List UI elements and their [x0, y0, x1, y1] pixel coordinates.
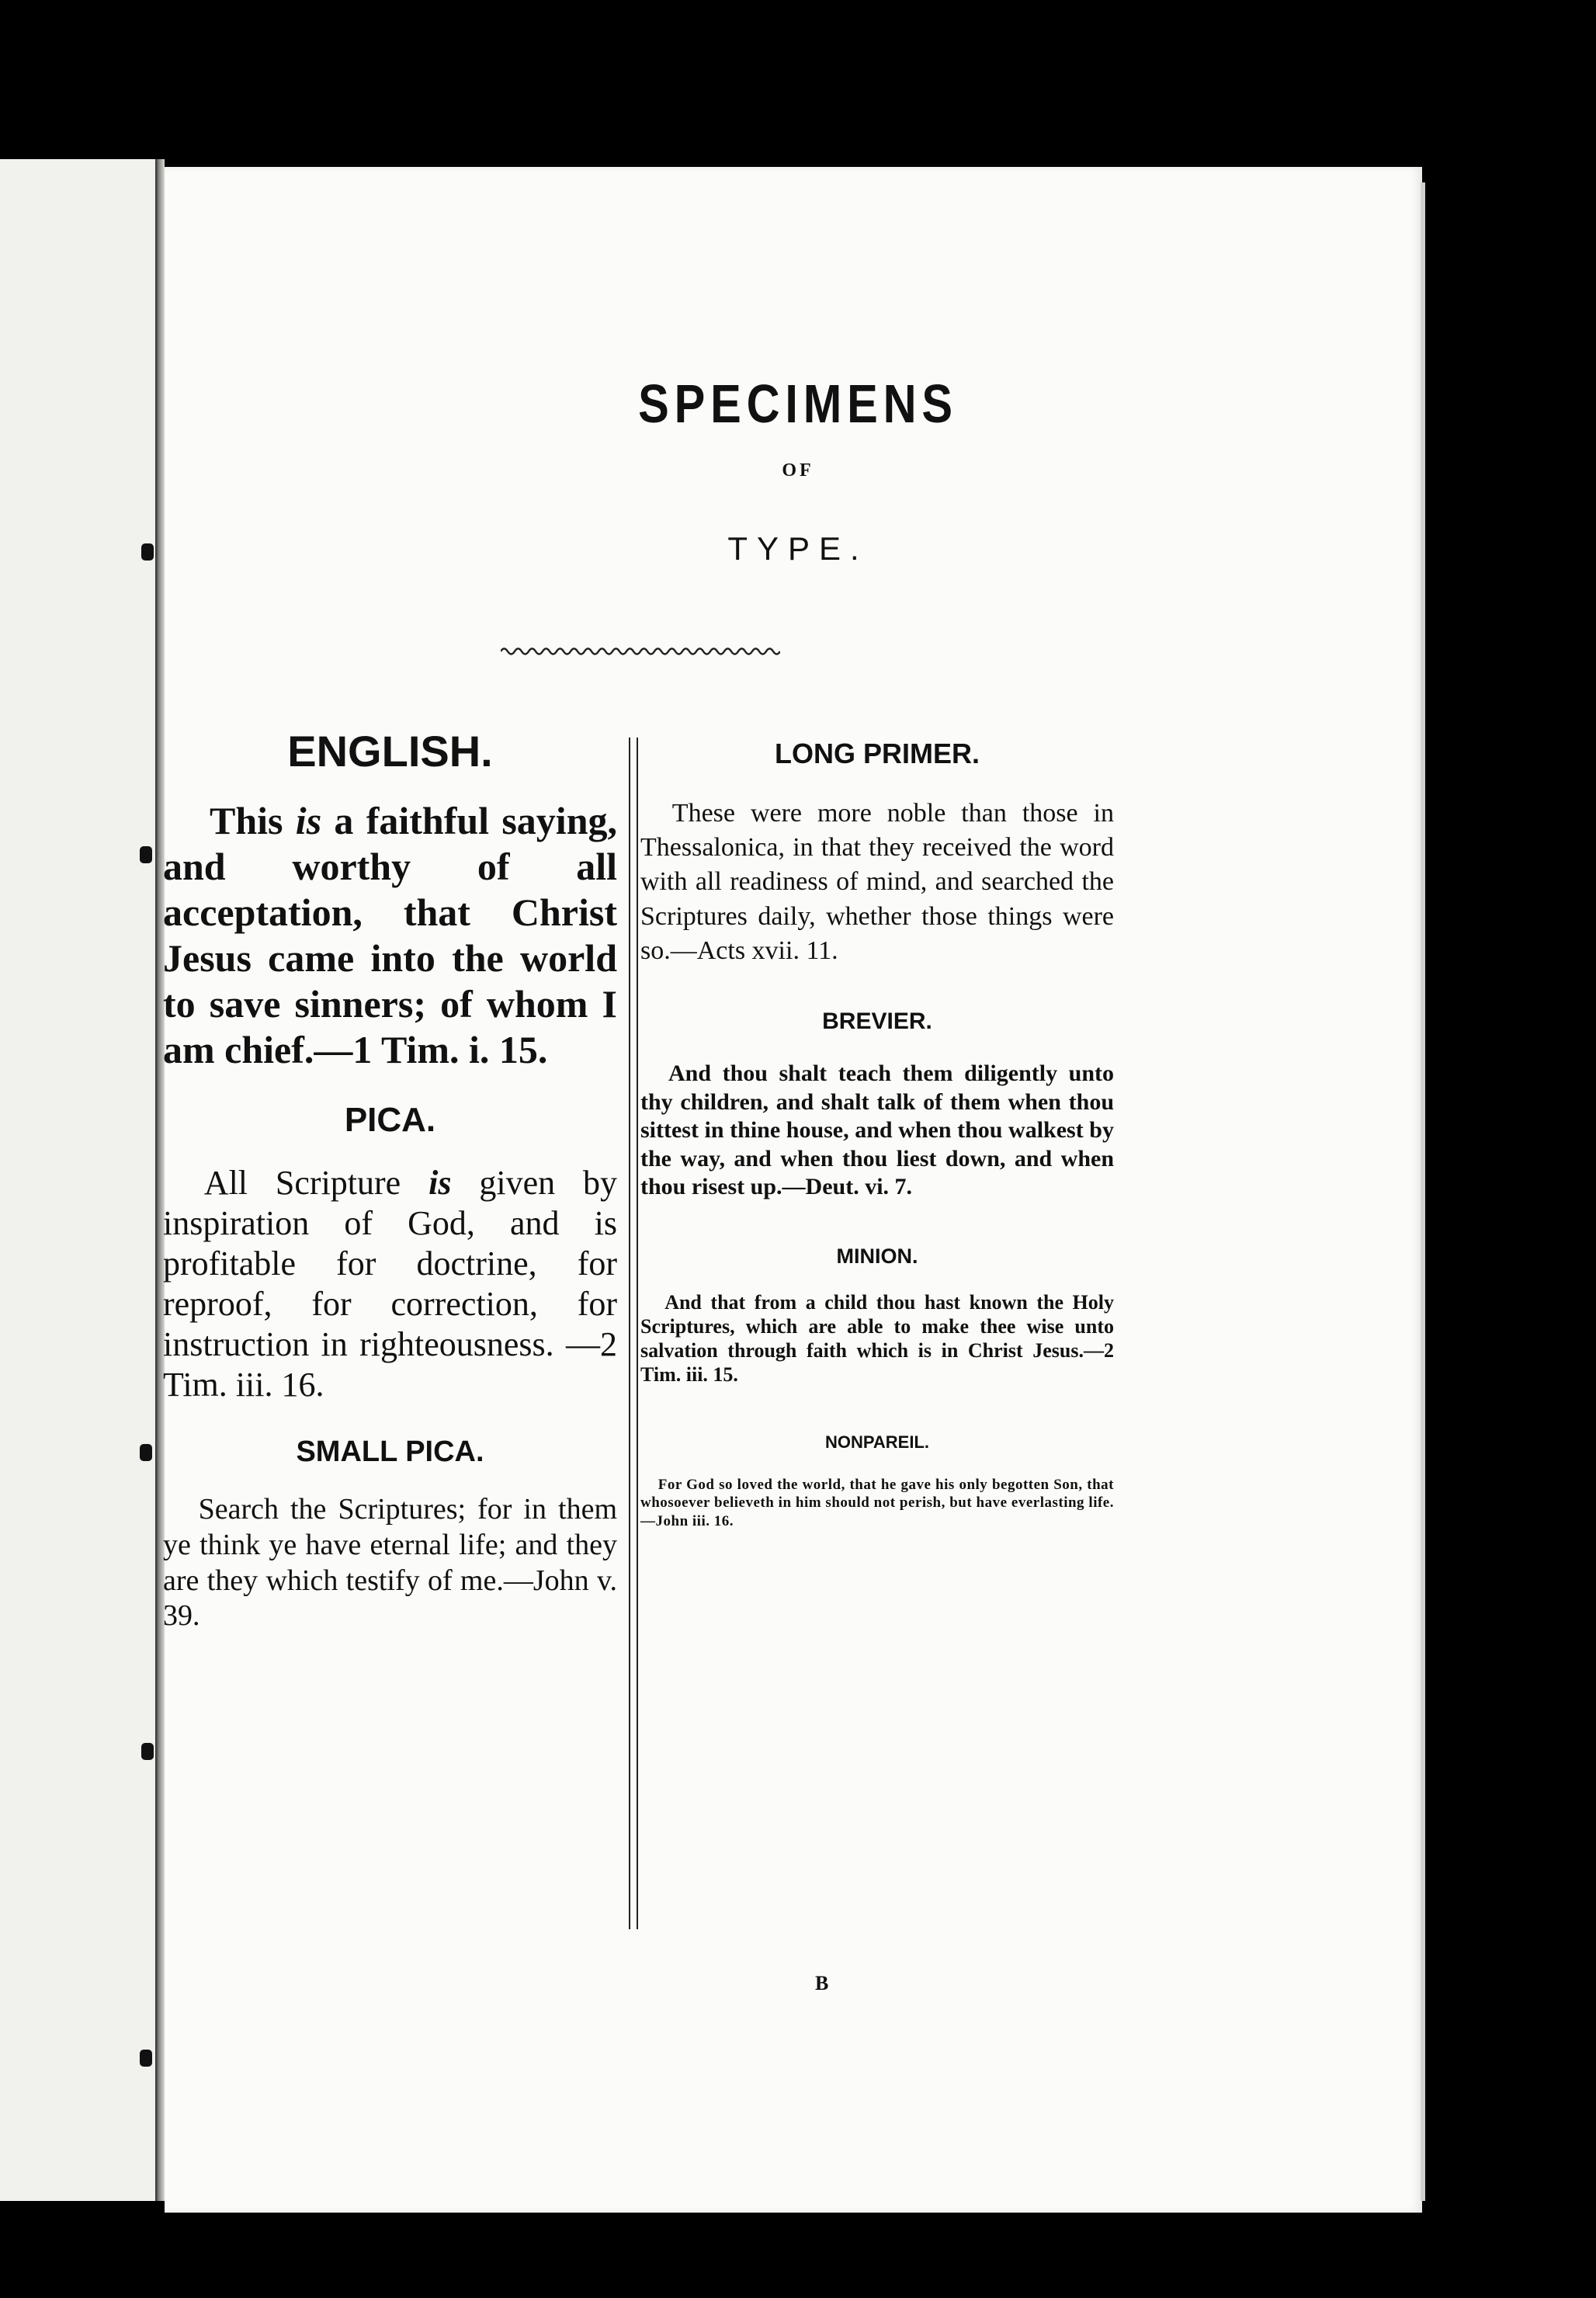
heading-minion: MINION.: [836, 1244, 918, 1268]
heading-english: ENGLISH.: [287, 727, 493, 776]
right-column: [640, 738, 1114, 1531]
specimen-minion-text: And that from a child thou hast known the Holy Scriptures, which are able to make thee wise unto salvation through faith which is in Christ Jesus.—2 Tim. iii. 15.: [640, 1290, 1114, 1387]
heading-brevier: BREVIER.: [822, 1008, 932, 1034]
binding-thread-mark: [141, 1743, 154, 1760]
specimen-nonpareil-text: For God so loved the world, that he gave his only begotten Son, that whosoever believeth in him should not perish, but have everlasting life.—John iii. 16.: [640, 1476, 1114, 1530]
specimen-long-primer-text: These were more noble than those in Thessalonica, in that they received the word with all readiness of mind, and searched the Scriptures daily, whether those things were so.—Acts xvii. 11.: [640, 799, 1114, 965]
specimen-brevier-text: And thou shalt teach them diligently unto thy children, and shalt talk of them when thou sittest in thine house, and when thou walkest by the way, and when thou liest down, and when thou risest up.—Deut. vi. 7.: [640, 1060, 1114, 1200]
page-edge: [1421, 182, 1425, 2201]
specimen-pica-text: All Scripture is given by inspiration of God, and is profitable for doctrine, for reproof, for correction, for instruction in righteousness. —2 Tim. iii. 16.: [163, 1164, 617, 1404]
heading-small-pica: SMALL PICA.: [296, 1435, 484, 1469]
binding-thread-mark: [140, 846, 152, 863]
wavy-rule-ornament: [501, 644, 780, 658]
binding-thread-mark: [140, 2050, 152, 2067]
title-type: TYPE.: [727, 530, 869, 567]
specimen-english-text: This is a faithful saying, and worthy of all acceptation, that Christ Jesus came into the world to save sinners; of whom I am chief.—1 Tim. i. 15.: [163, 799, 617, 1071]
left-column: [163, 726, 617, 1634]
binding-thread-mark: [140, 1444, 152, 1461]
title-of: OF: [782, 460, 814, 481]
page-title: SPECIMENS: [638, 373, 958, 434]
heading-pica: PICA.: [344, 1101, 436, 1139]
signature-mark: B: [815, 1972, 829, 1994]
heading-long-primer: LONG PRIMER.: [774, 738, 980, 769]
specimen-small-pica-text: Search the Scriptures; for in them ye think ye have eternal life; and they are they which testify of me.—John v. 39.: [163, 1493, 617, 1633]
column-double-rule: [629, 738, 638, 1929]
heading-nonpareil: NONPAREIL.: [824, 1432, 930, 1452]
